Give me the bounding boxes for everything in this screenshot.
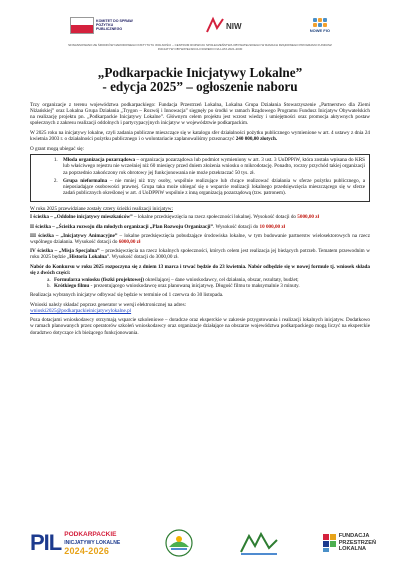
lgd-emblem-icon — [164, 528, 194, 558]
apply-text: Wnioski należy składać poprzez generator w wersji elektronicznej na adres: — [30, 301, 187, 308]
path-item — [30, 224, 370, 230]
nowe-fio-logo — [310, 18, 330, 33]
title-line-2: - edycja 2025” – ogłoszenie naboru — [102, 79, 298, 94]
path-item — [30, 214, 370, 220]
path-name: – „Ścieżka rozwoju dla młodych organizacji „Plan Rozwoju Organizacji” — [51, 223, 213, 230]
realization-paragraph: Realizacja wybranych inicjatyw odbywać się będzie w terminie od 1 czerwca do 30 listopada. — [30, 292, 224, 299]
trygon-emblem-icon — [239, 530, 279, 556]
eligibility-name: Młoda organizacja pozarządowa — [63, 157, 136, 164]
pil-logo — [30, 531, 120, 555]
eligibility-item — [59, 157, 365, 175]
path-name: – „Inicjatywy Animacyjne” — [53, 232, 118, 239]
path-amount: 6000,00 zł — [118, 238, 141, 245]
path-number: IV ścieżka — [30, 248, 53, 254]
eligibility-name: Grupa nieformalna — [63, 177, 108, 184]
pil-years: 2024-2026 — [64, 546, 110, 556]
budget-text: W 2025 roku na inicjatywy lokalne, czyli zadania publiczne mieszczące się w katalogu sfer działalności pożytku publicznego wymienione w art. 4 ustawy z dnia 24 kwietnia 2003 r. o działalności pożytku publicznego i o wolontariacie zaplanowaliśmy przeznaczyć — [30, 129, 370, 143]
path-number: III ścieżka — [30, 232, 54, 239]
path-text: – przedsięwzięcia na rzecz lokalnych społeczności, których celem jest realizacja jej bieżących potrzeb. Tematem przewodnim w roku 2025 będzie „ — [30, 248, 370, 261]
submission-intro: Nabór do Konkursu w roku 2025 rozpoczyna się z dniem 13 marca i trwać będzie do 23 kwietnia. Nabór odbędzie się w nowej formule tj. wniosek składa się z dwóch części: — [30, 263, 370, 276]
document-body — [30, 102, 370, 339]
path-number: I ścieżka — [30, 214, 49, 221]
fpl-line-1: FUNDACJA — [338, 533, 370, 540]
path-highlight: Historia Lokalna — [69, 254, 107, 261]
polish-flag-icon — [70, 17, 94, 34]
path-item — [30, 233, 370, 245]
path-after: ”. Wysokość dotacji do 3000,00 zł. — [106, 254, 179, 261]
apply-email-link[interactable]: wnioski2025@podkarpackieinicjatywylokalne.pl — [30, 307, 132, 314]
niw-logo-icon — [205, 16, 242, 34]
closing-paragraph: Poza dotacjami wnioskodawcy otrzymają wsparcie szkoleniowe – doradcze oraz eksperckie w zakresie przygotowania i realizacji lokalnych inicjatyw. Dodatkowo w ramach planowanych przez operatorów szkoleń wnioskodawcy oraz organizacje działające na obszarze województwa podkarpackiego mogą liczyć na eksperckie doradztwo dotyczące ich bieżącego funkcjonowania. — [30, 317, 370, 336]
pil-line-2: INICJATYWY LOKALNE — [64, 540, 121, 546]
pil-line-1: PODKARPACKIE — [64, 531, 117, 538]
eligibility-text: – organizacja pozarządowa lub podmiot wymieniony w art. 3 ust. 3 UoDPPiW, która została wpisana do KRS lub właściwego rejestru nie wcześniej niż 60 miesięcy przed dniem złożenia wniosku o mikrodotację. Ponadto, roczny przychód takiej organizacji za poprzednio zakończony rok obrotowy jej funkcjonowania nie może przekraczać 50 tys. zł. — [63, 157, 365, 176]
submission-section — [30, 264, 370, 290]
page-title — [0, 66, 400, 94]
submission-part-name: Formularza wniosku (fiszki projektowej) — [54, 276, 145, 283]
path-amount: 5000,00 zł — [297, 214, 319, 221]
paths-intro: W roku 2025 przewidziane zostały cztery ścieżki realizacji inicjatyw: — [30, 206, 173, 213]
submission-part-name: Krótkiego filmu — [54, 283, 90, 290]
komitet-logo-text: KOMITET DO SPRAW POŻYTKU PUBLICZNEGO — [96, 18, 133, 32]
fpl-line-2: PRZESTRZEŃ — [338, 539, 376, 546]
apply-paragraph — [30, 302, 370, 314]
footer-logos — [30, 524, 376, 562]
submission-part-text: określającej – dane wnioskodawcy, cel działania, obszar, rezultaty, budżet; — [144, 276, 299, 283]
path-name: – „Misja Specjalna” — [52, 248, 100, 254]
eligibility-box — [30, 154, 370, 203]
fio-grid-icon — [313, 18, 327, 27]
komitet-logo — [70, 17, 134, 34]
eligibility-label: O grant mogą ubiegać się: — [30, 145, 84, 152]
title-line-1: „Podkarpackie Inicjatywy Lokalne” — [97, 65, 303, 80]
eligibility-item — [59, 178, 365, 196]
budget-amount: 240 000,00 złotych. — [235, 136, 278, 143]
fpl-line-3: LOKALNA — [338, 546, 367, 553]
eligibility-list — [35, 157, 365, 196]
submission-part — [52, 283, 370, 289]
path-number: II ścieżka — [30, 223, 51, 230]
submission-part-text: - prezentującego wnioskodawcę oraz planowaną inicjatywę. Długość filmu to maksymalnie 3 minuty. — [89, 283, 300, 290]
svg-text:NIW: NIW — [225, 22, 242, 31]
fpl-mark-icon — [323, 534, 337, 552]
nowe-fio-text: NOWE FIO — [309, 27, 330, 33]
fpl-logo — [323, 533, 376, 552]
pil-logo-text — [64, 531, 120, 555]
fpl-text — [339, 533, 376, 552]
budget-paragraph — [30, 130, 370, 142]
eligibility-text: – nie mniej niż trzy osoby, wspólnie realizujące lub chcące realizować działania w sferze pożytku publicznego, a nieposiadające osobowości prawnej. Grupa taka może ubiegać się o wsparcie realizacji lokalnego przedsięwzięcia mieszczącego się w sferze zadań publicznych określonej w art. 4 UoDPPiW wspólnie z inną organizacją pozarządową (tzw. patronem). — [63, 177, 365, 197]
submission-parts — [30, 277, 370, 289]
path-text: – lokalne przedsięwzięcia na rzecz społeczności lokalnej. Wysokość dotacji do — [132, 214, 298, 221]
path-amount: 10 000,00 zł — [259, 223, 286, 230]
paths-list — [30, 214, 370, 260]
intro-paragraph: Trzy organizacje z terenu województwa podkarpackiego: Fundacja Przestrzeń Lokalna, Lokalna Grupa Działania Stowarzyszenie „Partnerstwo dla Ziemi Niżańskiej” oraz Lokalna Grupa Działania „Trygon – Rozwój i Innowacja” sięgnęły po środki w ramach Rządowego Programu Fundusz Inicjatyw Obywatelskich na realizację projektu pn. „Podkarpackie Inicjatywy Lokalne”. Głównym celem projektu jest wzrost wiedzy i umiejętności oraz promocja aktywnych postaw społecznych z zakresu realizacji oddolnych i partycypacyjnych inicjatyw w województwie podkarpackim. — [30, 102, 370, 127]
header-logos — [70, 8, 330, 42]
path-text: – lokalne przedsięwzięcia pobudzające środowiska lokalne, w tym budowanie partnerstw wielosektorowych na rzecz wspólnego działania. Wysokość dotacji do — [30, 232, 370, 245]
path-name: – „Oddolne inicjatywy mieszkańców” — [49, 214, 133, 221]
path-item — [30, 248, 370, 260]
pil-letters: PIL — [30, 530, 62, 555]
path-text: . Wysokość dotacji do — [212, 223, 260, 230]
funding-note: SFINANSOWANO ZE ŚRODKÓW NARODOWEGO INSTYTUTU WOLNOŚCI – CENTRUM ROZWOJU SPOŁECZEŃSTWA OBYWATELSKIEGO W RAMACH RZĄDOWEGO PROGRAMU FUNDUSZ INICJATYW OBYWATELSKICH NOWEFIO NA LATA 2021-2030 — [68, 43, 332, 51]
niw-logo — [203, 15, 241, 35]
